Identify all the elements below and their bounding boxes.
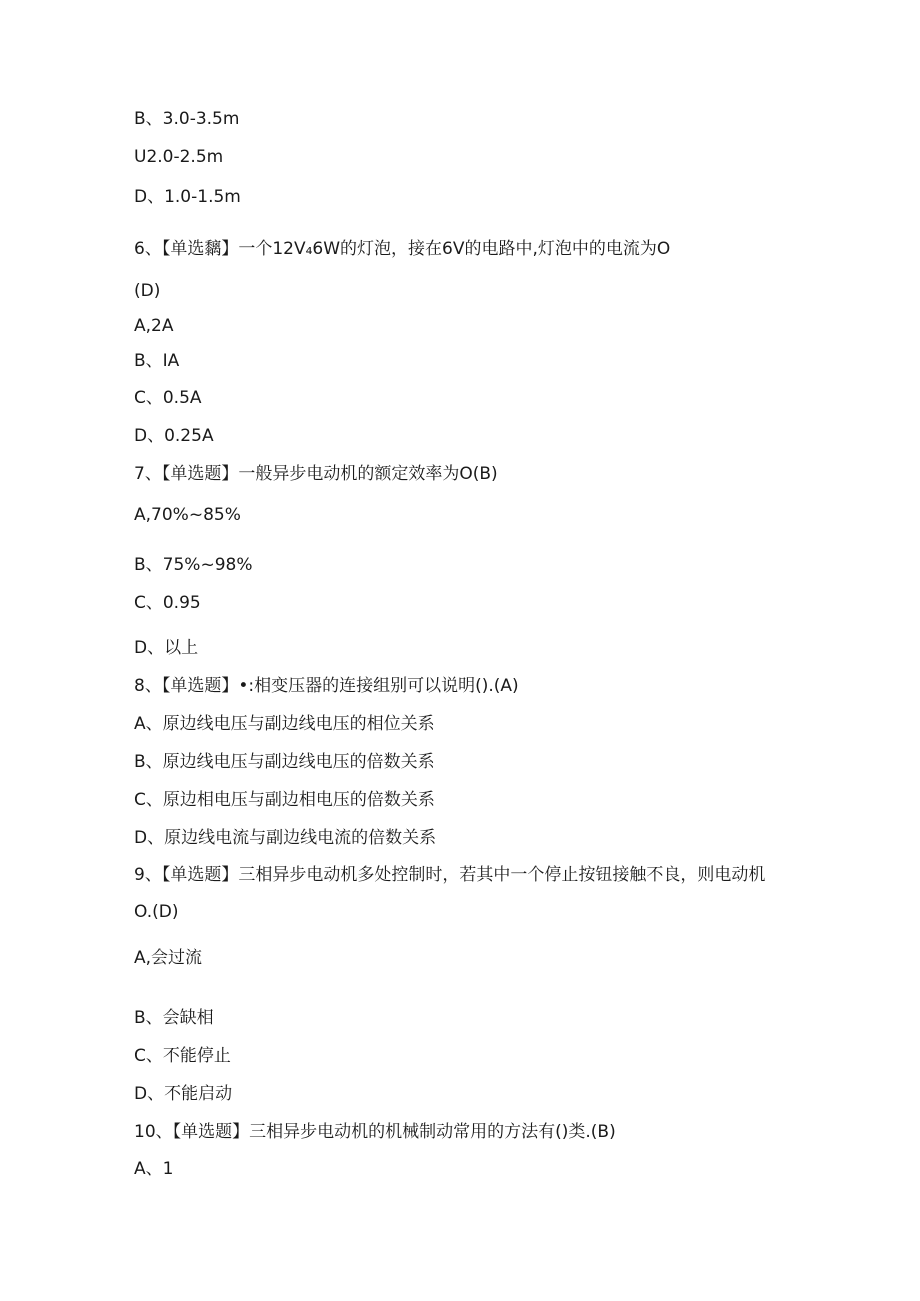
q8-option-b: B、原边线电压与副边线电压的倍数关系 [134, 752, 435, 772]
q6-option-a: A,2A [134, 316, 174, 336]
q9-option-b: B、会缺相 [134, 1008, 214, 1028]
q7-question: 7、【单选题】一般异步电动机的额定效率为O(B) [134, 464, 498, 484]
q9-answer: O.(D) [134, 902, 179, 922]
q6-answer: (D) [134, 281, 161, 301]
q8-option-c: C、原边相电压与副边相电压的倍数关系 [134, 790, 435, 810]
q5-option-d: D、1.0-1.5m [134, 187, 241, 207]
q8-question: 8、【单选题】•:相变压器的连接组别可以说明().(A) [134, 676, 519, 696]
q9-option-a: A,会过流 [134, 948, 203, 968]
q10-option-a: A、1 [134, 1159, 174, 1179]
q7-option-d: D、以上 [134, 638, 199, 658]
q7-option-a: A,70%~85% [134, 505, 241, 525]
q6-option-d: D、0.25A [134, 426, 214, 446]
q9-option-d: D、不能启动 [134, 1084, 233, 1104]
q9-option-c: C、不能停止 [134, 1046, 231, 1066]
q5-option-c: U2.0-2.5m [134, 147, 224, 167]
q6-question: 6、【单选黐】一个12V₄6W的灯泡，接在6V的电路中,灯泡中的电流为O [134, 239, 671, 259]
q8-option-d: D、原边线电流与副边线电流的倍数关系 [134, 828, 437, 848]
q8-option-a: A、原边线电压与副边线电压的相位关系 [134, 714, 435, 734]
q6-option-b: B、IA [134, 351, 180, 371]
q7-option-b: B、75%~98% [134, 555, 253, 575]
q6-option-c: C、0.5A [134, 388, 202, 408]
q7-option-c: C、0.95 [134, 593, 201, 613]
q9-question: 9、【单选题】三相异步电动机多处控制时，若其中一个停止按钮接触不良，则电动机 [134, 865, 766, 885]
q10-question: 10、【单选题】三相异步电动机的机械制动常用的方法有()类.(B) [134, 1122, 616, 1142]
q5-option-b: B、3.0-3.5m [134, 109, 240, 129]
